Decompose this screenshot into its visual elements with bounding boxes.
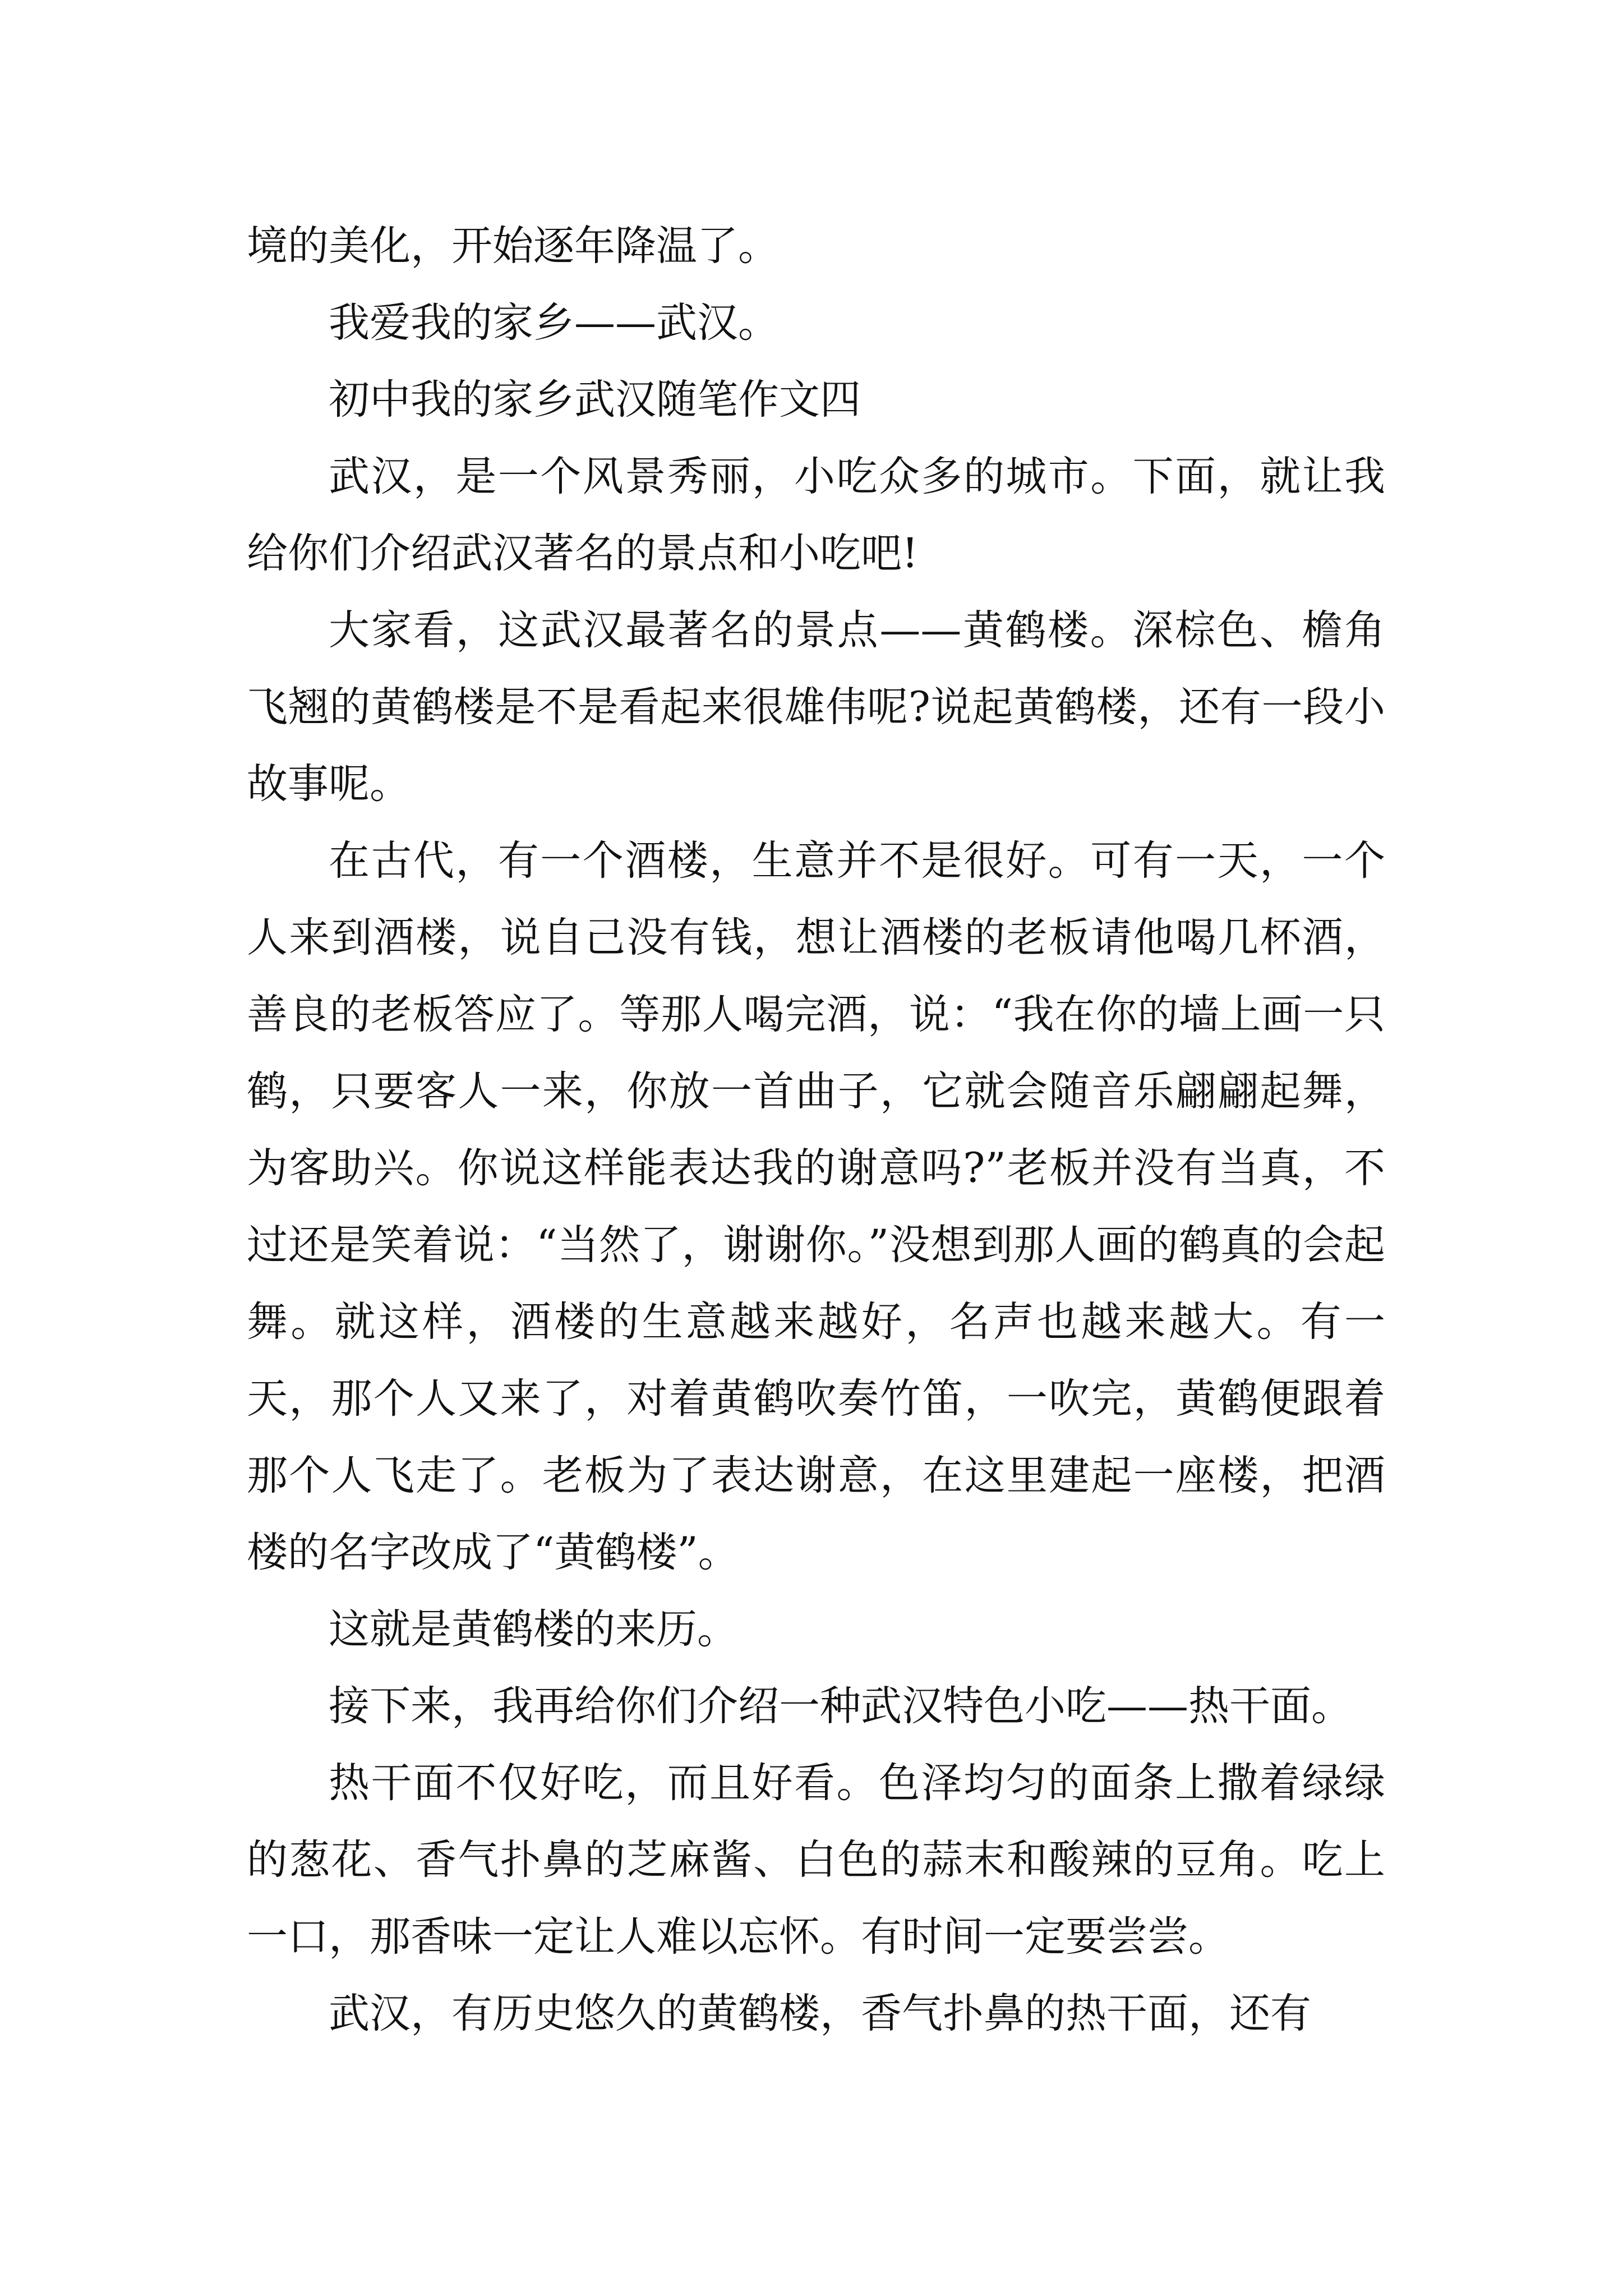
paragraph-4: 武汉，是一个风景秀丽，小吃众多的城市。下面，就让我给你们介绍武汉著名的景点和小吃吧! bbox=[247, 453, 1385, 577]
paragraph-2: 我爱我的家乡——武汉。 bbox=[329, 299, 779, 347]
paragraph-5: 大家看，这武汉最著名的景点——黄鹤楼。深棕色、檐角飞翘的黄鹤楼是不是看起来很雄伟呢?说起黄鹤楼，还有一段小故事呢。 bbox=[247, 606, 1385, 808]
paragraph-6: 在古代，有一个酒楼，生意并不是很好。可有一天，一个人来到酒楼，说自己没有钱，想让酒楼的老板请他喝几杯酒，善良的老板答应了。等那人喝完酒，说：“我在你的墙上画一只鹤，只要客人一来，你放一首曲子，它就会随音乐翩翩起舞，为客助兴。你说这样能表达我的谢意吗?”老板并没有当真，不过还是笑着说：“当然了，谢谢你。”没想到那人画的鹤真的会起舞。就这样，酒楼的生意越来越好，名声也越来越大。有一天，那个人又来了，对着黄鹤吹奏竹笛，一吹完，黄鹤便跟着那个人飞走了。老板为了表达谢意，在这里建起一座楼，把酒楼的名字改成了“黄鹤楼”。 bbox=[247, 837, 1385, 1576]
essay-heading: 初中我的家乡武汉随笔作文四 bbox=[329, 376, 861, 424]
paragraph-7: 这就是黄鹤楼的来历。 bbox=[329, 1605, 738, 1653]
paragraph-1: 境的美化，开始逐年降温了。 bbox=[247, 222, 779, 270]
paragraph-10: 武汉，有历史悠久的黄鹤楼，香气扑鼻的热干面，还有 bbox=[329, 1990, 1311, 2037]
paragraph-8: 接下来，我再给你们介绍一种武汉特色小吃——热干面。 bbox=[329, 1682, 1352, 1730]
document-body bbox=[247, 208, 1385, 2052]
paragraph-9: 热干面不仅好吃，而且好看。色泽均匀的面条上撒着绿绿的葱花、香气扑鼻的芝麻酱、白色的蒜末和酸辣的豆角。吃上一口，那香味一定让人难以忘怀。有时间一定要尝尝。 bbox=[247, 1759, 1385, 1961]
